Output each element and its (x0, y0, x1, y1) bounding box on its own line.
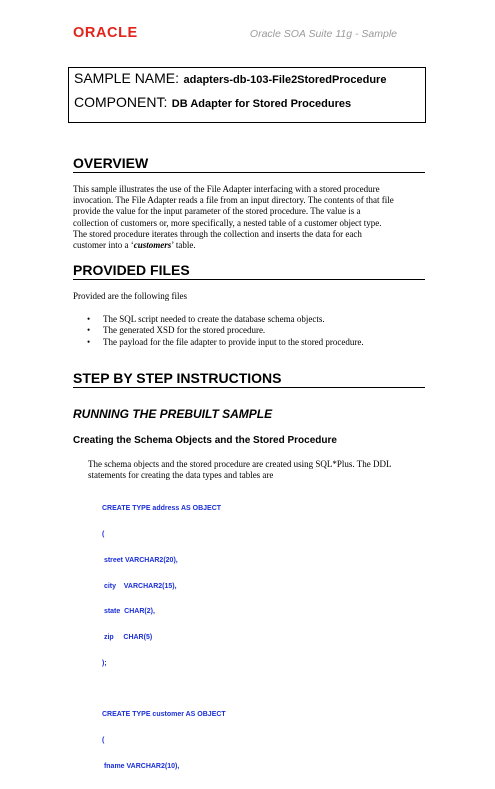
ddl-code-block (102, 488, 226, 789)
sample-name-value: adapters-db-103-File2StoredProcedure (183, 74, 387, 86)
list-item-text: The payload for the file adapter to provide input to the stored procedure. (103, 336, 364, 347)
code-line: CREATE TYPE address AS OBJECT (102, 505, 222, 513)
customers-emphasis: customers (133, 240, 172, 251)
code-line: fname VARCHAR2(10), (102, 763, 180, 770)
list-item-text: The SQL script needed to create the database schema objects. (103, 314, 325, 324)
component-value: DB Adapter for Stored Procedures (171, 98, 352, 110)
overview-line-suffix: ’ table. (171, 240, 196, 251)
bullet-icon: • (87, 325, 91, 336)
component-label: COMPONENT: (74, 94, 168, 110)
bullet-icon: • (87, 314, 91, 324)
component-line (74, 94, 351, 112)
oracle-logo-text: ORACLE (73, 25, 138, 40)
code-line (102, 686, 226, 695)
schema-paragraph (88, 459, 392, 481)
code-line: city VARCHAR2(15), (102, 582, 177, 590)
instructions-heading: STEP BY STEP INSTRUCTIONS (73, 370, 425, 388)
list-item (73, 325, 364, 336)
overview-line: invocation. The File Adapter reads a file from an input directory. The contents of that file (73, 195, 394, 206)
list-item-text: The generated XSD for the stored procedure. (103, 325, 266, 336)
overview-heading: OVERVIEW (73, 155, 425, 173)
provided-files-intro: Provided are the following files (73, 291, 187, 301)
overview-line: The stored procedure iterates through the collection and inserts the data for each (73, 228, 362, 239)
code-line: ( (102, 530, 105, 538)
overview-paragraph (73, 184, 394, 251)
provided-files-heading: PROVIDED FILES (73, 262, 425, 280)
code-line: state CHAR(2), (102, 608, 155, 616)
schema-line: statements for creating the data types and tables are (88, 470, 274, 481)
schema-line: The schema objects and the stored procedure are created using SQL*Plus. The DDL (88, 459, 392, 469)
provided-files-list (73, 314, 364, 348)
overview-line: collection of customers or, more specifically, a nested table of a customer object type. (73, 217, 382, 228)
schema-objects-heading: Creating the Schema Objects and the Stored Procedure (73, 435, 337, 446)
oracle-logo (73, 24, 143, 40)
running-prebuilt-sample-heading: RUNNING THE PREBUILT SAMPLE (73, 407, 273, 421)
list-item (73, 314, 364, 325)
bullet-icon: • (87, 336, 91, 347)
overview-line: This sample illustrates the use of the File Adapter interfacing with a stored procedure (73, 184, 380, 194)
sample-info-box (68, 67, 426, 123)
code-line: ); (102, 659, 107, 667)
code-line: ( (102, 737, 105, 745)
overview-line (73, 240, 394, 251)
overview-line-prefix: customer into a ‘ (73, 240, 134, 251)
sample-name-line (74, 70, 386, 88)
document-title: Oracle SOA Suite 11g - Sample (249, 28, 397, 40)
sample-name-label: SAMPLE NAME: (74, 70, 180, 86)
code-line: street VARCHAR2(20), (102, 556, 178, 564)
list-item (73, 337, 364, 348)
code-line: CREATE TYPE customer AS OBJECT (102, 711, 226, 719)
overview-line: provide the value for the input parameter of the stored procedure. The value is a (73, 206, 361, 217)
code-line: zip CHAR(5) (102, 634, 153, 642)
